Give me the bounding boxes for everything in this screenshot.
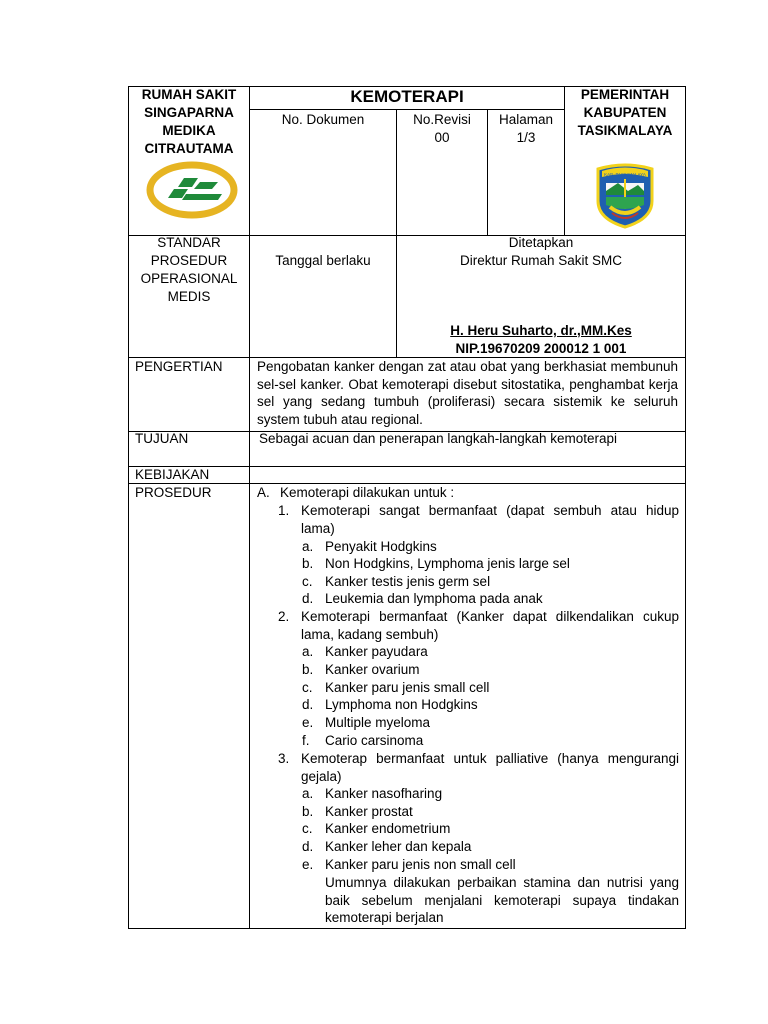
- item-marker: a.: [302, 786, 314, 801]
- item-marker: c.: [302, 680, 313, 695]
- list-item: Multiple myeloma: [325, 715, 431, 730]
- item-marker: e.: [302, 857, 314, 872]
- prosedur-a-marker: A.: [257, 485, 270, 500]
- border-col-gov: [564, 86, 565, 236]
- director-title: Direktur Rumah Sakit SMC: [459, 253, 623, 268]
- revision-value: 00: [434, 130, 450, 145]
- tujuan-text: Sebagai acuan dan penerapan langkah-langkah kemoterapi: [259, 431, 618, 446]
- list-item: Kanker ovarium: [325, 662, 420, 677]
- item-marker: c.: [302, 574, 313, 589]
- group-text: Kemoterapi sangat bermanfaat (dapat sembuh atau hidup lama): [301, 503, 679, 536]
- revision-label: No.Revisi: [413, 112, 471, 127]
- border-title-bottom: [249, 109, 564, 110]
- hospital-name: RUMAH SAKIT SINGAPARNA MEDIKA CITRAUTAMA: [141, 87, 237, 156]
- item-marker: a.: [302, 539, 314, 554]
- prosedur-a-text: Kemoterapi dilakukan untuk :: [280, 485, 455, 500]
- document-title: KEMOTERAPI: [350, 87, 464, 106]
- border-left: [128, 86, 129, 929]
- tujuan-label: TUJUAN: [135, 431, 189, 446]
- list-item: Kanker nasofharing: [325, 786, 443, 801]
- list-item: Non Hodgkins, Lymphoma jenis large sel: [325, 556, 570, 571]
- border-tujuan-bottom: [128, 466, 686, 467]
- item-marker: d.: [302, 591, 314, 606]
- item-marker: c.: [302, 821, 313, 836]
- list-item: Kanker paru jenis non small cell: [325, 857, 516, 872]
- page-value: 1/3: [516, 130, 536, 145]
- list-item: Kanker leher dan kepala: [325, 839, 472, 854]
- government-name: PEMERINTAH KABUPATEN TASIKMALAYA: [577, 87, 673, 138]
- page-label: Halaman: [498, 112, 554, 127]
- group-text: Kemoterap bermanfaat untuk palliative (hanya mengurangi gejala): [301, 751, 679, 784]
- signer-name: H. Heru Suharto, dr.,MM.Kes: [450, 323, 632, 338]
- prosedur-label: PROSEDUR: [135, 485, 212, 500]
- effective-date-label: Tanggal berlaku: [275, 253, 371, 268]
- group-text: Kemoterapi bermanfaat (Kanker dapat dilkendalikan cukup lama, kadang sembuh): [301, 609, 679, 642]
- list-item: Kanker prostat: [325, 804, 413, 819]
- crest-text: KAB. TASIKMALAYA: [604, 172, 646, 177]
- item-marker: f.: [302, 733, 310, 748]
- closing-note: Umumnya dilakukan perbaikan stamina dan nutrisi yang baik sebelum menjalani kemoterapi supaya tindakan kemoterapi berjalan: [325, 875, 679, 926]
- item-marker: d.: [302, 839, 314, 854]
- item-marker: d.: [302, 697, 314, 712]
- border-right: [685, 86, 686, 929]
- group-marker: 3.: [278, 751, 290, 766]
- list-item: Kanker paru jenis small cell: [325, 680, 490, 695]
- group-marker: 1.: [278, 503, 290, 518]
- doc-no-label: No. Dokumen: [281, 112, 365, 127]
- item-marker: e.: [302, 715, 314, 730]
- list-item: Cario carsinoma: [325, 733, 424, 748]
- item-marker: b.: [302, 804, 314, 819]
- signer-nip: NIP.19670209 200012 1 001: [455, 341, 627, 356]
- kebijakan-label: KEBIJAKAN: [135, 467, 210, 482]
- pengertian-label: PENGERTIAN: [135, 359, 223, 374]
- set-by-label: Ditetapkan: [508, 235, 574, 250]
- border-col1: [249, 86, 250, 929]
- item-marker: b.: [302, 662, 314, 677]
- list-item: Kanker testis jenis germ sel: [325, 574, 491, 589]
- group-marker: 2.: [278, 609, 290, 624]
- list-item: Penyakit Hodgkins: [325, 539, 437, 554]
- regency-crest-icon: [594, 161, 656, 229]
- list-item: Lymphoma non Hodgkins: [325, 697, 478, 712]
- list-item: Leukemia dan lymphoma pada anak: [325, 591, 543, 606]
- border-bottom: [128, 928, 686, 929]
- list-item: Kanker payudara: [325, 644, 428, 659]
- hospital-logo-icon: [146, 158, 238, 222]
- item-marker: b.: [302, 556, 314, 571]
- sop-label: STANDAR PROSEDUR OPERASIONAL MEDIS: [140, 235, 238, 304]
- pengertian-text: Pengobatan kanker dengan zat atau obat yang berkhasiat membunuh sel-sel kanker. Obat kemoterapi disebut sitostatika, penghambat kerja sel yang sedang tumbuh (proliferasi) secara sistemik ke seluruh system tubuh atau regional.: [257, 359, 678, 427]
- item-marker: a.: [302, 644, 314, 659]
- list-item: Kanker endometrium: [325, 821, 451, 836]
